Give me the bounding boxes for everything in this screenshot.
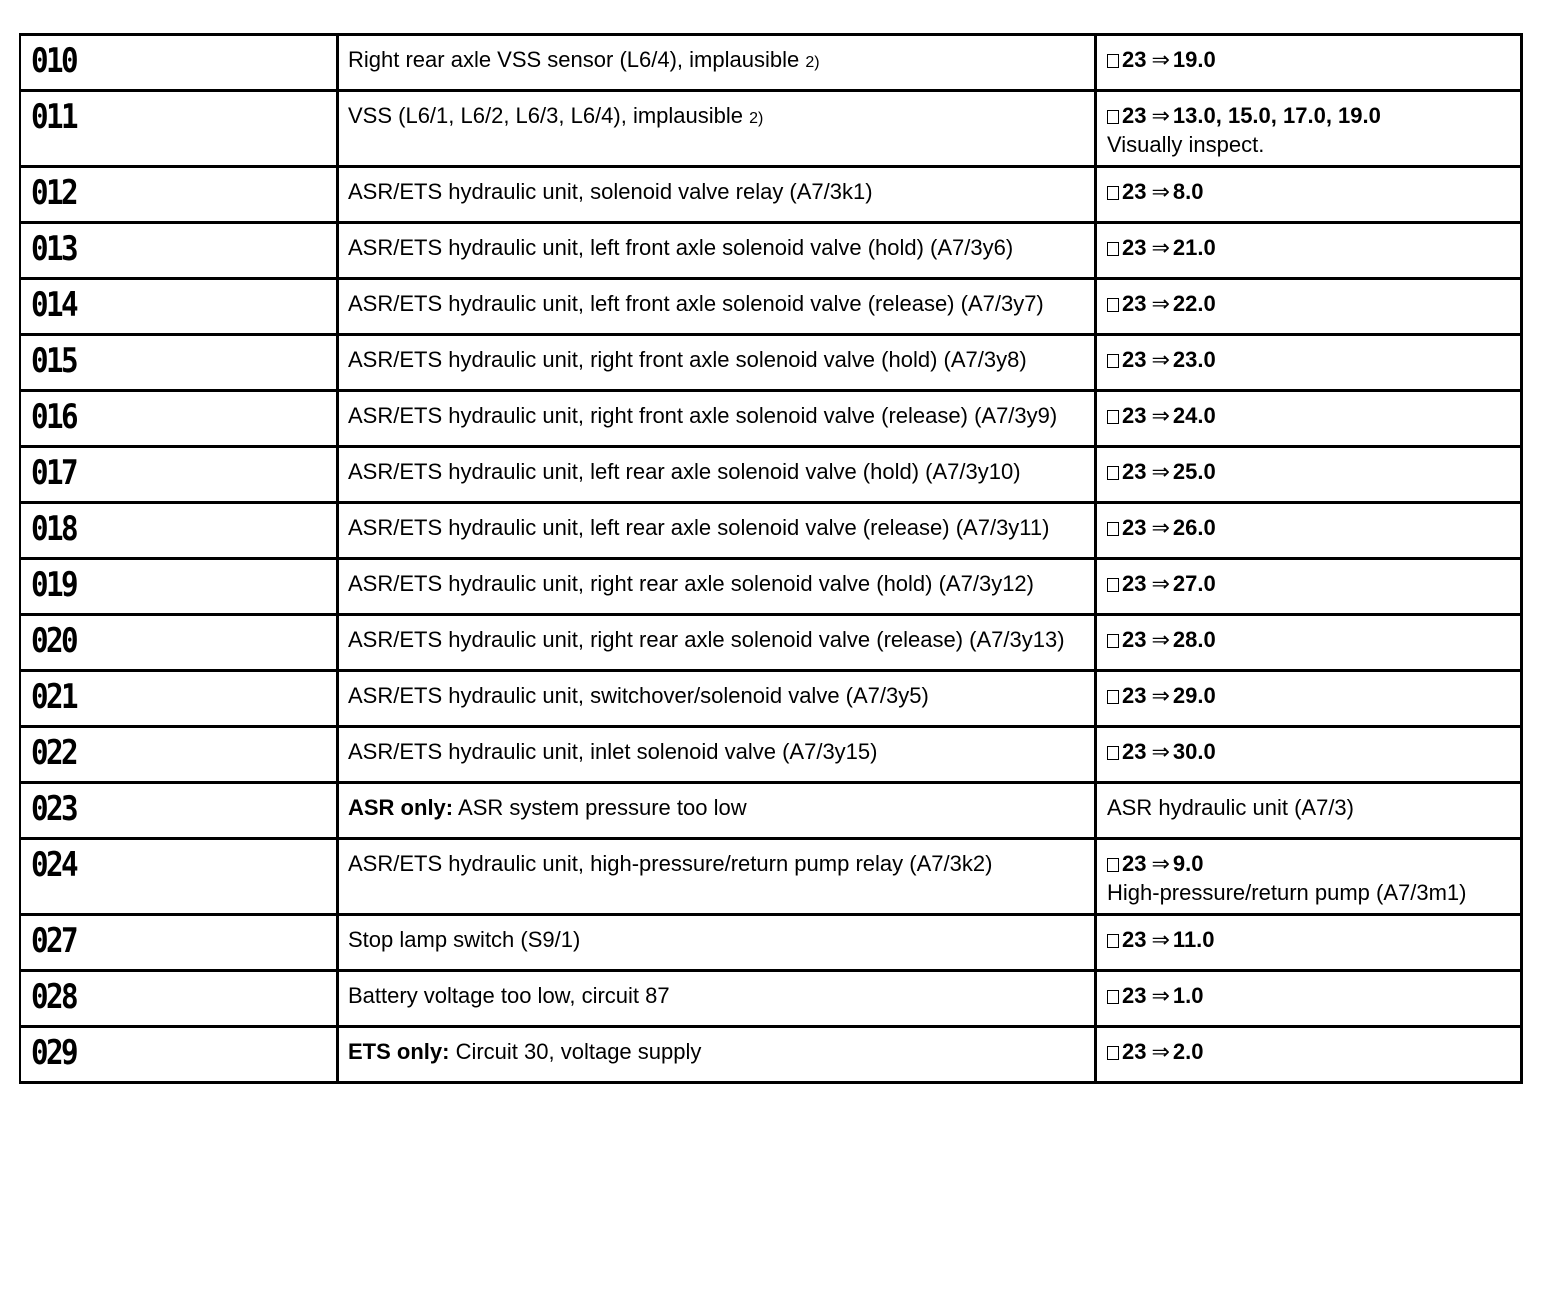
fault-code-cell bbox=[21, 560, 339, 616]
fault-code: 016 bbox=[31, 397, 77, 437]
fault-description: ASR/ETS hydraulic unit, solenoid valve relay (A7/3k1) bbox=[348, 179, 873, 204]
fault-description-cell bbox=[339, 972, 1097, 1028]
fault-code-cell bbox=[21, 1028, 339, 1081]
fault-description: Circuit 30, voltage supply bbox=[455, 1039, 702, 1064]
fault-description: Right rear axle VSS sensor (L6/4), implausible bbox=[348, 47, 800, 72]
fault-code-cell bbox=[21, 392, 339, 448]
table-row bbox=[21, 784, 1520, 840]
reference-cell bbox=[1097, 392, 1520, 448]
document-box-icon bbox=[1107, 1046, 1119, 1060]
fault-code-cell bbox=[21, 504, 339, 560]
reference-cell bbox=[1097, 840, 1520, 916]
fault-description-cell bbox=[339, 280, 1097, 336]
arrow-right-icon: ⇒ bbox=[1151, 1039, 1170, 1064]
document-box-icon bbox=[1107, 858, 1119, 872]
reference-cell bbox=[1097, 92, 1520, 168]
reference-link[interactable] bbox=[1107, 981, 1510, 1010]
fault-code-cell bbox=[21, 92, 339, 168]
reference-target: 26.0 bbox=[1172, 515, 1216, 540]
fault-code-cell bbox=[21, 616, 339, 672]
fault-description-cell bbox=[339, 560, 1097, 616]
fault-description-cell bbox=[339, 168, 1097, 224]
reference-target: 24.0 bbox=[1172, 403, 1216, 428]
fault-description: ASR/ETS hydraulic unit, left front axle solenoid valve (release) (A7/3y7) bbox=[348, 291, 1044, 316]
reference-note: Visually inspect. bbox=[1107, 132, 1265, 157]
reference-document-number: 23 bbox=[1122, 571, 1147, 596]
reference-link[interactable] bbox=[1107, 289, 1510, 318]
arrow-right-icon: ⇒ bbox=[1151, 627, 1170, 652]
table-row bbox=[21, 728, 1520, 784]
arrow-right-icon: ⇒ bbox=[1151, 103, 1170, 128]
reference-cell bbox=[1097, 36, 1520, 92]
reference-document-number: 23 bbox=[1122, 103, 1147, 128]
fault-description-cell bbox=[339, 840, 1097, 916]
reference-link[interactable] bbox=[1107, 457, 1510, 486]
reference-target: 19.0 bbox=[1172, 47, 1216, 72]
fault-description-cell bbox=[339, 784, 1097, 840]
document-box-icon bbox=[1107, 578, 1119, 592]
fault-description-cell bbox=[339, 504, 1097, 560]
reference-link[interactable] bbox=[1107, 849, 1510, 878]
reference-cell bbox=[1097, 784, 1520, 840]
arrow-right-icon: ⇒ bbox=[1151, 683, 1170, 708]
reference-document-number: 23 bbox=[1122, 851, 1147, 876]
reference-link[interactable] bbox=[1107, 45, 1510, 74]
reference-document-number: 23 bbox=[1122, 47, 1147, 72]
fault-description-cell bbox=[339, 392, 1097, 448]
reference-link[interactable] bbox=[1107, 569, 1510, 598]
fault-description-cell bbox=[339, 1028, 1097, 1081]
arrow-right-icon: ⇒ bbox=[1151, 515, 1170, 540]
fault-code-cell bbox=[21, 728, 339, 784]
document-box-icon bbox=[1107, 634, 1119, 648]
table-row bbox=[21, 168, 1520, 224]
fault-description-cell bbox=[339, 92, 1097, 168]
reference-link[interactable] bbox=[1107, 233, 1510, 262]
fault-description-cell bbox=[339, 916, 1097, 972]
fault-code-cell bbox=[21, 224, 339, 280]
table-row bbox=[21, 916, 1520, 972]
fault-code: 017 bbox=[31, 453, 77, 493]
reference-document-number: 23 bbox=[1122, 983, 1147, 1008]
reference-link[interactable] bbox=[1107, 737, 1510, 766]
table-row bbox=[21, 616, 1520, 672]
fault-code: 024 bbox=[31, 845, 77, 885]
fault-description-cell bbox=[339, 728, 1097, 784]
fault-description-cell bbox=[339, 616, 1097, 672]
table-row bbox=[21, 1028, 1520, 1081]
fault-code-cell bbox=[21, 280, 339, 336]
reference-cell bbox=[1097, 916, 1520, 972]
reference-text: ASR hydraulic unit (A7/3) bbox=[1107, 795, 1354, 820]
reference-document-number: 23 bbox=[1122, 459, 1147, 484]
table-row bbox=[21, 448, 1520, 504]
arrow-right-icon: ⇒ bbox=[1151, 403, 1170, 428]
fault-code: 022 bbox=[31, 733, 77, 773]
document-box-icon bbox=[1107, 934, 1119, 948]
reference-cell bbox=[1097, 1028, 1520, 1081]
document-box-icon bbox=[1107, 746, 1119, 760]
reference-link[interactable] bbox=[1107, 925, 1510, 954]
table-row bbox=[21, 560, 1520, 616]
reference-document-number: 23 bbox=[1122, 403, 1147, 428]
reference-link[interactable] bbox=[1107, 401, 1510, 430]
fault-code: 011 bbox=[31, 97, 77, 137]
fault-code: 020 bbox=[31, 621, 77, 661]
fault-code: 029 bbox=[31, 1033, 77, 1073]
fault-code: 019 bbox=[31, 565, 77, 605]
reference-cell bbox=[1097, 448, 1520, 504]
table-row bbox=[21, 672, 1520, 728]
reference-target: 8.0 bbox=[1172, 179, 1204, 204]
arrow-right-icon: ⇒ bbox=[1151, 47, 1170, 72]
arrow-right-icon: ⇒ bbox=[1151, 571, 1170, 596]
fault-code: 013 bbox=[31, 229, 77, 269]
fault-code-cell bbox=[21, 168, 339, 224]
table-row bbox=[21, 224, 1520, 280]
fault-description: ASR/ETS hydraulic unit, right rear axle solenoid valve (hold) (A7/3y12) bbox=[348, 571, 1034, 596]
fault-code: 015 bbox=[31, 341, 77, 381]
arrow-right-icon: ⇒ bbox=[1151, 851, 1170, 876]
reference-cell bbox=[1097, 504, 1520, 560]
fault-code: 018 bbox=[31, 509, 77, 549]
fault-code-cell bbox=[21, 840, 339, 916]
fault-description: ASR/ETS hydraulic unit, switchover/solenoid valve (A7/3y5) bbox=[348, 683, 929, 708]
reference-document-number: 23 bbox=[1122, 235, 1147, 260]
fault-description: VSS (L6/1, L6/2, L6/3, L6/4), implausible bbox=[348, 103, 744, 128]
table-row bbox=[21, 36, 1520, 92]
fault-rows bbox=[21, 36, 1520, 1081]
reference-target: 28.0 bbox=[1172, 627, 1216, 652]
fault-description-cell bbox=[339, 224, 1097, 280]
fault-code-cell bbox=[21, 916, 339, 972]
reference-cell bbox=[1097, 728, 1520, 784]
arrow-right-icon: ⇒ bbox=[1151, 927, 1170, 952]
reference-document-number: 23 bbox=[1122, 683, 1147, 708]
fault-code-cell bbox=[21, 784, 339, 840]
fault-code-cell bbox=[21, 448, 339, 504]
fault-description: Stop lamp switch (S9/1) bbox=[348, 927, 581, 952]
reference-document-number: 23 bbox=[1122, 627, 1147, 652]
document-box-icon bbox=[1107, 990, 1119, 1004]
reference-target: 22.0 bbox=[1172, 291, 1216, 316]
reference-target: 1.0 bbox=[1172, 983, 1204, 1008]
arrow-right-icon: ⇒ bbox=[1151, 235, 1170, 260]
reference-document-number: 23 bbox=[1122, 179, 1147, 204]
arrow-right-icon: ⇒ bbox=[1151, 459, 1170, 484]
fault-description: Battery voltage too low, circuit 87 bbox=[348, 983, 670, 1008]
reference-cell bbox=[1097, 336, 1520, 392]
reference-document-number: 23 bbox=[1122, 739, 1147, 764]
fault-description: ASR/ETS hydraulic unit, high-pressure/return pump relay (A7/3k2) bbox=[348, 851, 993, 876]
reference-document-number: 23 bbox=[1122, 347, 1147, 372]
fault-code: 023 bbox=[31, 789, 77, 829]
fault-description-cell bbox=[339, 448, 1097, 504]
fault-code-cell bbox=[21, 972, 339, 1028]
reference-target: 21.0 bbox=[1172, 235, 1216, 260]
description-qualifier: ASR only: bbox=[348, 795, 454, 820]
document-box-icon bbox=[1107, 242, 1119, 256]
arrow-right-icon: ⇒ bbox=[1151, 739, 1170, 764]
description-qualifier: ETS only: bbox=[348, 1039, 450, 1064]
arrow-right-icon: ⇒ bbox=[1151, 347, 1170, 372]
reference-cell bbox=[1097, 972, 1520, 1028]
reference-cell bbox=[1097, 168, 1520, 224]
reference-link[interactable] bbox=[1107, 625, 1510, 654]
reference-target: 2.0 bbox=[1172, 1039, 1204, 1064]
fault-code-cell bbox=[21, 672, 339, 728]
reference-cell bbox=[1097, 224, 1520, 280]
table-row bbox=[21, 92, 1520, 168]
fault-description: ASR/ETS hydraulic unit, left rear axle solenoid valve (hold) (A7/3y10) bbox=[348, 459, 1021, 484]
reference-note: High-pressure/return pump (A7/3m1) bbox=[1107, 880, 1467, 905]
reference-document-number: 23 bbox=[1122, 515, 1147, 540]
fault-code: 010 bbox=[31, 41, 77, 81]
arrow-right-icon: ⇒ bbox=[1151, 983, 1170, 1008]
reference-link[interactable] bbox=[1107, 681, 1510, 710]
table-row bbox=[21, 840, 1520, 916]
fault-code-cell bbox=[21, 336, 339, 392]
reference-link[interactable] bbox=[1107, 1037, 1510, 1066]
arrow-right-icon: ⇒ bbox=[1151, 179, 1170, 204]
fault-code-cell bbox=[21, 36, 339, 92]
document-box-icon bbox=[1107, 298, 1119, 312]
table-row bbox=[21, 336, 1520, 392]
document-box-icon bbox=[1107, 690, 1119, 704]
reference-cell bbox=[1097, 280, 1520, 336]
document-box-icon bbox=[1107, 54, 1119, 68]
fault-code-table bbox=[19, 33, 1523, 1084]
reference-document-number: 23 bbox=[1122, 1039, 1147, 1064]
fault-description-cell bbox=[339, 336, 1097, 392]
fault-description-cell bbox=[339, 36, 1097, 92]
reference-cell bbox=[1097, 616, 1520, 672]
footnote-marker: 2) bbox=[805, 54, 820, 71]
document-box-icon bbox=[1107, 186, 1119, 200]
fault-description: ASR/ETS hydraulic unit, left front axle solenoid valve (hold) (A7/3y6) bbox=[348, 235, 1014, 260]
fault-description-cell bbox=[339, 672, 1097, 728]
reference-target: 29.0 bbox=[1172, 683, 1216, 708]
fault-description: ASR system pressure too low bbox=[458, 795, 747, 820]
document-box-icon bbox=[1107, 466, 1119, 480]
reference-target: 27.0 bbox=[1172, 571, 1216, 596]
table-row bbox=[21, 392, 1520, 448]
table-row bbox=[21, 972, 1520, 1028]
reference-link[interactable] bbox=[1107, 101, 1510, 130]
fault-code: 021 bbox=[31, 677, 77, 717]
reference-target: 11.0 bbox=[1172, 927, 1215, 952]
footnote-marker: 2) bbox=[749, 110, 764, 127]
fault-code: 014 bbox=[31, 285, 77, 325]
fault-description: ASR/ETS hydraulic unit, right front axle solenoid valve (release) (A7/3y9) bbox=[348, 403, 1058, 428]
fault-code: 028 bbox=[31, 977, 77, 1017]
reference-link[interactable] bbox=[1107, 177, 1510, 206]
reference-target: 23.0 bbox=[1172, 347, 1216, 372]
reference-target: 25.0 bbox=[1172, 459, 1216, 484]
fault-code: 012 bbox=[31, 173, 77, 213]
document-box-icon bbox=[1107, 354, 1119, 368]
fault-code: 027 bbox=[31, 921, 77, 961]
reference-link[interactable] bbox=[1107, 513, 1510, 542]
document-box-icon bbox=[1107, 410, 1119, 424]
reference-target: 30.0 bbox=[1172, 739, 1216, 764]
arrow-right-icon: ⇒ bbox=[1151, 291, 1170, 316]
table-row bbox=[21, 280, 1520, 336]
fault-description: ASR/ETS hydraulic unit, right front axle solenoid valve (hold) (A7/3y8) bbox=[348, 347, 1027, 372]
reference-document-number: 23 bbox=[1122, 291, 1147, 316]
reference-cell bbox=[1097, 560, 1520, 616]
document-box-icon bbox=[1107, 110, 1119, 124]
reference-target: 13.0, 15.0, 17.0, 19.0 bbox=[1172, 103, 1381, 128]
reference-cell bbox=[1097, 672, 1520, 728]
table-row bbox=[21, 504, 1520, 560]
reference-target: 9.0 bbox=[1172, 851, 1204, 876]
fault-description: ASR/ETS hydraulic unit, inlet solenoid valve (A7/3y15) bbox=[348, 739, 878, 764]
document-box-icon bbox=[1107, 522, 1119, 536]
fault-description: ASR/ETS hydraulic unit, left rear axle solenoid valve (release) (A7/3y11) bbox=[348, 515, 1050, 540]
reference-document-number: 23 bbox=[1122, 927, 1147, 952]
reference-link[interactable] bbox=[1107, 345, 1510, 374]
fault-description: ASR/ETS hydraulic unit, right rear axle solenoid valve (release) (A7/3y13) bbox=[348, 627, 1065, 652]
